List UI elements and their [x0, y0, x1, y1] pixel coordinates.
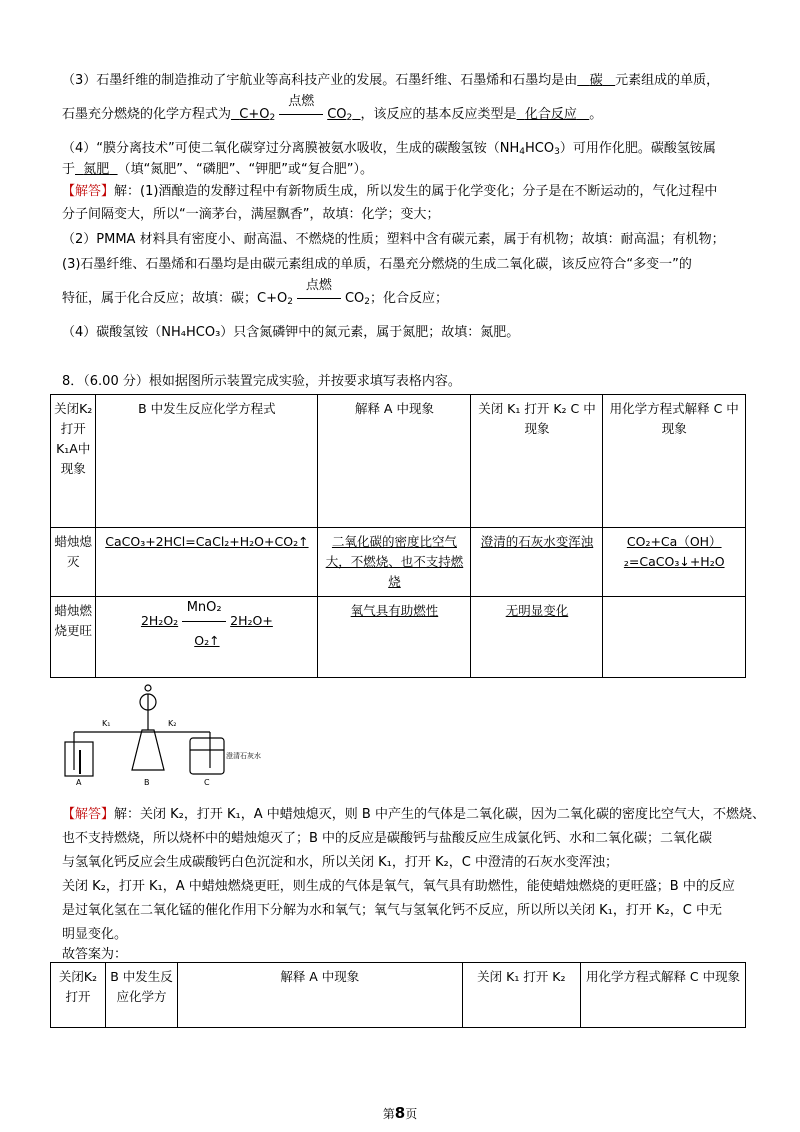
table-cell: CO₂+Ca（OH）₂=CaCO₃↓+H₂O — [603, 528, 746, 597]
label-a: A — [76, 778, 82, 787]
answer1-line3: （2）PMMA 材料具有密度小、耐高温、不燃烧的性质；塑料中含有碳元素，属于有机物；故填：耐高温；有机物； — [62, 232, 725, 247]
q3-line2: 石墨充分燃烧的化学方程式为 $C+O_2$ 点燃 $CO_2$ ，该反应的基本反应类型是 化合反应 。 — [62, 94, 603, 123]
answer-table — [50, 394, 746, 678]
table-header-cell: 关闭K₂打开K₁A中现象 — [51, 395, 96, 528]
table-row — [51, 597, 746, 678]
q8-title: 8．（6.00 分）根如据图所示装置完成实验，并按要求填写表格内容。 — [62, 374, 461, 389]
table-cell: 无明显变化 — [471, 597, 603, 678]
label-c: C — [204, 778, 210, 787]
answer1-line1: 【解答】解：(1)酒酿造的发酵过程中有新物质生成，所以发生的属于化学变化；分子是在不断运动的，气化过程中 — [62, 184, 718, 199]
table-header-cell: 用化学方程式解释 C 中现象 — [581, 963, 746, 1028]
table-cell: CaCO₃+2HCl=CaCl₂+H₂O+CO₂↑ — [96, 528, 318, 597]
equation-blank: $C+O_2$ 点燃 $CO_2$ — [239, 94, 353, 123]
text: ，该反应的基本反应类型是 — [360, 107, 517, 122]
answer-blank: 氮肥 — [83, 162, 110, 177]
label-b: B — [144, 778, 150, 787]
q4-line2: 于 氮肥 （填“氮肥”、“磷肥”、“钾肥”或“复合肥”）。 — [62, 162, 373, 177]
answer2-line2: 也不支持燃烧，所以烧杯中的蜡烛熄灭了；B 中的反应是碳酸钙与盐酸反应生成氯化钙、水和二氧化碳；二氧化碳 — [62, 831, 713, 846]
q3-line1 — [62, 72, 719, 90]
page-number: 第8页 — [382, 1104, 418, 1122]
table-header-cell: B 中发生反应化学方 — [105, 963, 177, 1028]
limewater-label: 澄清石灰水 — [226, 752, 261, 760]
k2-label: K₂ — [168, 719, 177, 728]
answer2-line5: 是过氧化氢在二氧化锰的催化作用下分解为水和氧气；氧气与氢氧化钙不反应，所以所以关闭 K₁，打开 K₂，C 中无 — [62, 903, 722, 918]
table-header-cell: 用化学方程式解释 C 中现象 — [603, 395, 746, 528]
answer1-line2: 分子间隔变大，所以“一滴茅台，满屋飘香”，故填：化学；变大； — [62, 207, 440, 222]
q4-line1: （4）“膜分离技术”可使二氧化碳穿过分离膜被氨水吸收，生成的碳酸氢铵$(NH_4HCO_3)$可用作化肥。碳酸氢铵属 — [62, 141, 716, 157]
apparatus-diagram — [60, 684, 261, 787]
text: （3）石墨纤维的制造推动了宇航业等高科技产业的发展。石墨纤维、石墨烯和石墨均是由 — [62, 73, 578, 88]
table-header-cell: 解释 A 中现象 — [318, 395, 471, 528]
text: 石墨充分燃烧的化学方程式为 — [62, 107, 232, 122]
answer2-line4: 关闭 K₂，打开 K₁，A 中蜡烛燃烧更旺，则生成的气体是氧气，氧气具有助燃性，能使蜡烛燃烧的更旺盛；B 中的反应 — [62, 879, 735, 894]
reaction-condition: 点燃 — [293, 290, 345, 308]
answer2-line6: 明显变化。 — [62, 927, 128, 942]
text: 元素组成的单质， — [615, 73, 720, 88]
table-header-cell: 关闭 K₁ 打开 K₂ — [462, 963, 580, 1028]
k1-label: K₁ — [102, 719, 111, 728]
bottle-c — [190, 738, 224, 774]
reaction-condition: MnO₂ — [178, 611, 230, 631]
table-cell: 2H₂O₂ MnO₂ 2H₂O+ O₂↑ — [96, 597, 318, 678]
flask-b — [132, 730, 164, 770]
table-cell: 氧气具有助燃性 — [318, 597, 471, 678]
table-cell: 二氧化碳的密度比空气大，不燃烧、也不支持燃烧 — [318, 528, 471, 597]
table-header-cell: 关闭K₂打开 — [51, 963, 106, 1028]
answer2-line7: 故答案为： — [62, 947, 128, 962]
table-header-cell: B 中发生反应化学方程式 — [96, 395, 318, 528]
answer-tag: 【解答】 — [62, 184, 115, 199]
answer-tag: 【解答】 — [62, 807, 115, 822]
answer-blank: 化合反应 — [524, 107, 577, 122]
answer2-line3: 与氢氧化钙反应会生成碳酸钙白色沉淀和水，所以关闭 K₁，打开 K₂，C 中澄清的石灰水变浑浊； — [62, 855, 618, 870]
answer2-line1: 【解答】解：关闭 K₂，打开 K₁，A 中蜡烛熄灭，则 B 中产生的气体是二氧化碳，因为二氧化碳的密度比空气大，不燃烧、 — [62, 807, 765, 822]
answer-table-2 — [50, 962, 746, 1028]
table-cell: 澄清的石灰水变浑浊 — [471, 528, 603, 597]
table-header-cell: 关闭 K₁ 打开 K₂ C 中现象 — [471, 395, 603, 528]
answer1-line5: 特征，属于化合反应；故填：碳；$C+O_2$ 点燃 $CO_2$；化合反应； — [62, 278, 448, 307]
table-row — [51, 528, 746, 597]
table-cell: 蜡烛熄灭 — [51, 528, 96, 597]
table-header-row — [51, 963, 746, 1028]
answer-blank: 碳 — [589, 73, 603, 88]
table-cell: 蜡烛燃烧更旺 — [51, 597, 96, 678]
table-cell — [603, 597, 746, 678]
table-header-cell: 解释 A 中现象 — [178, 963, 463, 1028]
answer1-line4: (3)石墨纤维、石墨烯和石墨均是由碳元素组成的单质，石墨充分燃烧的生成二氧化碳，该反应符合“多变一”的 — [62, 257, 692, 272]
table-header-row — [51, 395, 746, 528]
reaction-condition: 点燃 — [275, 106, 327, 124]
answer1-line6: （4）碳酸氢铵（NH₄HCO₃）只含氮磷钾中的氮元素，属于氮肥；故填：氮肥。 — [62, 325, 520, 340]
